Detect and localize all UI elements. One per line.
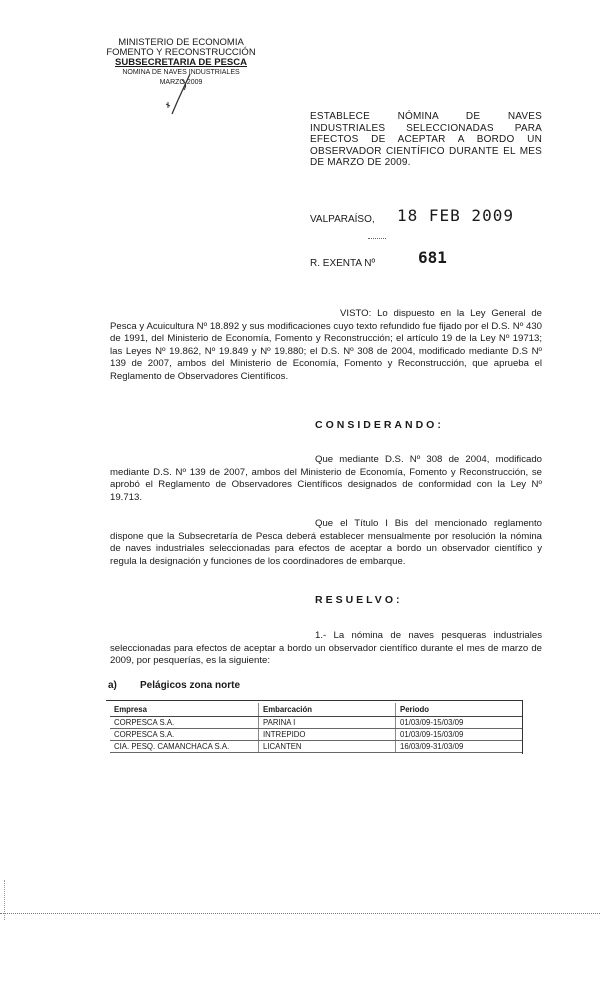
considerando-paragraph-1: Que mediante D.S. Nº 308 de 2004, modificado mediante D.S. Nº 139 de 2007, ambos del Ministerio de Economía, Fomento y Reconstrucción, se aprobó el Reglamento de Observadores Científicos designados de conformidad con la Ley Nº 19.713. [110,454,542,503]
dotted-mark [368,238,386,239]
ministry-line2: FOMENTO Y RECONSTRUCCIÓN [106,47,256,58]
table-header-row [110,703,522,717]
resolution-label: R. EXENTA Nº [310,258,376,269]
resuelvo-heading: RESUELVO: [315,594,403,606]
period-line: MARZO 2009 [159,79,203,86]
ministry-line1: MINISTERIO DE ECONOMIA [118,37,244,48]
scan-dotted-line [0,913,600,914]
considerando-paragraph-2: Que el Título I Bis del mencionado reglamento dispone que la Subsecretaría de Pesca deberá establecer mensualmente por resolución la nómina de naves industriales seleccionadas para efectos de aceptar a bordo un observador científico y regula la designación y funciones de los coordinadores de embarque. [110,518,542,567]
table-row [110,717,522,729]
department-line: NOMINA DE NAVES INDUSTRIALES [122,69,240,76]
document-title: ESTABLECE NÓMINA DE NAVES INDUSTRIALES SELECCIONADAS PARA EFECTOS DE ACEPTAR A BORDO UN OBSERVADOR CIENTÍFICO DURANTE EL MES DE MARZO DE 2009. [310,111,542,168]
column-header: Periodo [396,703,523,717]
resuelvo-paragraph-1: 1.- La nómina de naves pesqueras industriales seleccionadas para efectos de aceptar a bordo un observador científico durante el mes de marzo de 2009, por pesquerías, es la siguiente: [110,630,542,667]
period-cell: 01/03/09-15/03/09 [396,717,523,729]
resolution-number: 681 [418,248,447,267]
stamp-date: 18 FEB 2009 [397,206,514,225]
section-a-label: a) [108,680,117,691]
vessel-table [110,703,522,753]
place: VALPARAÍSO, [310,214,375,225]
table-row [110,741,522,753]
table-row [110,729,522,741]
period-cell: 16/03/09-31/03/09 [396,741,523,753]
vessel-cell: INTREPIDO [259,729,396,741]
company-cell: CORPESCA S.A. [110,729,259,741]
subsecretaria: SUBSECRETARIA DE PESCA [115,57,247,68]
considerando-heading: CONSIDERANDO: [315,419,444,431]
visto-paragraph: VISTO: Lo dispuesto en la Ley General de Pesca y Acuicultura Nº 18.892 y sus modificaciones cuyo texto refundido fue fijado por el D.S. Nº 430 de 1991, del Ministerio de Economía, Fomento y Reconstrucción; el artículo 19 de la Ley Nº 19713; las Leyes Nº 19.862, Nº 19.849 y Nº 19.880; el D.S. Nº 308 de 2004, modificado mediante D.S Nº 139 de 2007, ambos del Ministerio de Economía, Fomento y Reconstrucción, que aprueba el Reglamento de Observadores Científicos. [110,308,542,382]
column-header: Embarcación [259,703,396,717]
vessel-cell: PARINA I [259,717,396,729]
column-header: Empresa [110,703,259,717]
section-a-title: Pelágicos zona norte [140,680,241,691]
period-cell: 01/03/09-15/03/09 [396,729,523,741]
company-cell: CIA. PESQ. CAMANCHACA S.A. [110,741,259,753]
signature-mark [160,70,200,118]
vessel-cell: LICANTEN [259,741,396,753]
company-cell: CORPESCA S.A. [110,717,259,729]
scan-edge-mark [4,880,5,920]
